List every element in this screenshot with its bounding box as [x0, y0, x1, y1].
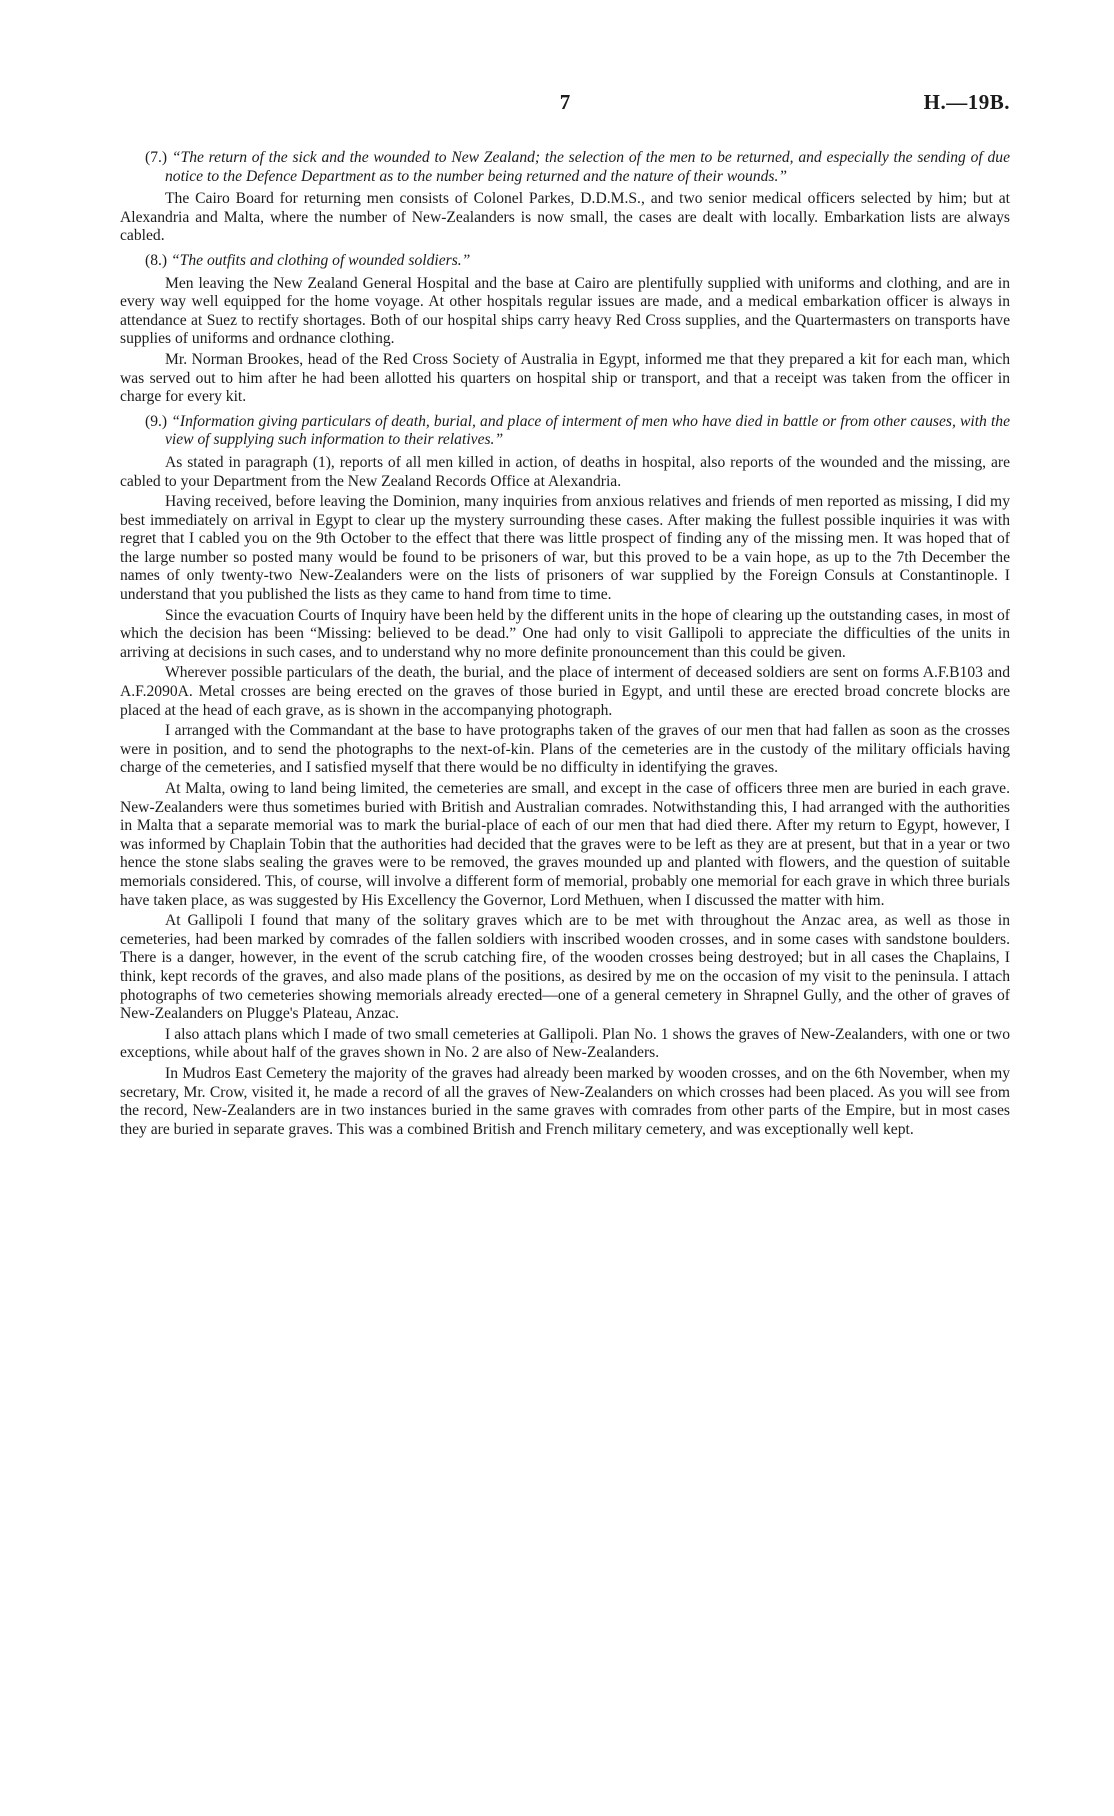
document-reference: H.—19B.: [923, 90, 1010, 114]
body-text: [120, 143, 1010, 1141]
paragraph: At Gallipoli I found that many of the solitary graves which are to be met with throughout the Anzac area, as well as those in cemeteries, had been marked by comrades of the fallen soldiers with inscribed wooden crosses, and in some cases with sandstone boulders. There is a danger, however, in the event of the scrub catching fire, of the wooden crosses being destroyed; but in all cases the Chaplains, I think, kept records of the graves, and also made plans of the positions, as desired by me on the occasion of my visit to the peninsula. I attach photographs of two cemeteries showing memorials already erected—one of a general cemetery in Shrapnel Gully, and the other of graves of New-Zealanders on Plugge's Plateau, Anzac.: [120, 912, 1010, 1023]
paragraph: Wherever possible particulars of the death, the burial, and the place of interment of deceased soldiers are sent on forms A.F.B103 and A.F.2090A. Metal crosses are being erected on the graves of those buried in Egypt, and until these are erected broad concrete blocks are placed at the head of each grave, as is shown in the accompanying photograph.: [120, 664, 1010, 719]
paragraph: I arranged with the Commandant at the base to have protographs taken of the graves of our men that had fallen as soon as the crosses were in position, and to send the photographs to the next-of-kin. Plans of the cemeteries are in the custody of the military officials having charge of the cemeteries, and I satisfied myself that there would be no difficulty in identifying the graves.: [120, 722, 1010, 777]
section-heading: [120, 413, 1010, 450]
page-number: 7: [559, 90, 571, 114]
paragraph: Mr. Norman Brookes, head of the Red Cross Society of Australia in Egypt, informed me that they prepared a kit for each man, which was served out to him after he had been allotted his quarters on hospital ship or transport, and that a receipt was taken from the officer in charge for every kit.: [120, 350, 1010, 406]
paragraph: As stated in paragraph (1), reports of all men killed in action, of deaths in hospital, also reports of the wounded and the missing, are cabled to your Department from the New Zealand Records Office at Alexandria.: [120, 453, 1010, 490]
paragraph: Since the evacuation Courts of Inquiry have been held by the different units in the hope of clearing up the outstanding cases, in most of which the decision has been “Missing: believed to be dead.” One had only to visit Gallipoli to appreciate the difficulties of the units in arriving at decisions in such cases, and to understand why no more definite pronouncement than this could be given.: [120, 606, 1010, 661]
section-number: (7.): [145, 149, 168, 166]
paragraph: The Cairo Board for returning men consists of Colonel Parkes, D.D.M.S., and two senior medical officers selected by him; but at Alexandria and Malta, where the number of New-Zealanders is now small, the cases are dealt with locally. Embarkation lists are always cabled.: [120, 190, 1010, 245]
section-title: “Information giving particulars of death, burial, and place of interment of men who have died in battle or from other causes, with the view of supplying such information to their relatives.”: [165, 412, 1010, 449]
section-number: (9.): [145, 412, 168, 430]
paragraph: I also attach plans which I made of two small cemeteries at Gallipoli. Plan No. 1 shows the graves of New-Zealanders, with one or two exceptions, while about half of the graves shown in No. 2 are also of New-Zealanders.: [120, 1025, 1010, 1062]
page-header: [120, 90, 1010, 120]
paragraph: Having received, before leaving the Dominion, many inquiries from anxious relatives and friends of men reported as missing, I did my best immediately on arrival in Egypt to clear up the mystery surrounding these cases. After making the fullest possible inquiries it was with regret that I cabled you on the 9th October to the effect that there was little prospect of finding any of the missing men. It was hoped that of the large number so posted many would be found to be prisoners of war, but this proved to be a vain hope, as up to the 7th December the names of only twenty-two New-Zealanders were on the lists of prisoners of war supplied by the Foreign Consuls at Constantinople. I understand that you published the lists as they came to hand from time to time.: [120, 493, 1010, 604]
section-heading: [120, 252, 1010, 271]
paragraph: Men leaving the New Zealand General Hospital and the base at Cairo are plentifully supplied with uniforms and clothing, and are in every way well equipped for the home voyage. At other hospitals regular issues are made, and a medical embarkation officer is always in attendance at Suez to rectify shortages. Both of our hospital ships carry heavy Red Cross supplies, and the Quartermasters on transports have supplies of uniforms and ordnance clothing.: [120, 274, 1010, 348]
paragraph: In Mudros East Cemetery the majority of the graves had already been marked by wooden crosses, and on the 6th November, when my secretary, Mr. Crow, visited it, he made a record of all the graves of New-Zealanders on which crosses had been placed. As you will see from the record, New-Zealanders are in two instances buried in the same graves with comrades from other parts of the Empire, but in most cases they are buried in separate graves. This was a combined British and French military cemetery, and was exceptionally well kept.: [120, 1064, 1010, 1138]
section-number: (8.): [145, 251, 168, 269]
section-title: “The outfits and clothing of wounded soldiers.”: [171, 251, 471, 269]
paragraph: At Malta, owing to land being limited, the cemeteries are small, and except in the case of officers three men are buried in each grave. New-Zealanders were thus sometimes buried with British and Australian comrades. Notwithstanding this, I had arranged with the authorities in Malta that a separate memorial was to mark the burial-place of each of our men that had died there. After my return to Egypt, however, I was informed by Chaplain Tobin that the authorities had decided that the graves were to be left as they are at present, but that in a year or two hence the stone slabs sealing the graves were to be removed, the graves mounded up and planted with flowers, and the question of suitable memorials considered. This, of course, will involve a different form of memorial, probably one memorial for each grave in which three burials have taken place, as was suggested by His Excellency the Governor, Lord Methuen, when I discussed the matter with him.: [120, 780, 1010, 909]
section-heading: [120, 149, 1010, 186]
section-title: “The return of the sick and the wounded to New Zealand; the selection of the men to be returned, and especially the sending of due notice to the Defence Department as to the number being returned and the nature of their wounds.”: [165, 149, 1010, 185]
